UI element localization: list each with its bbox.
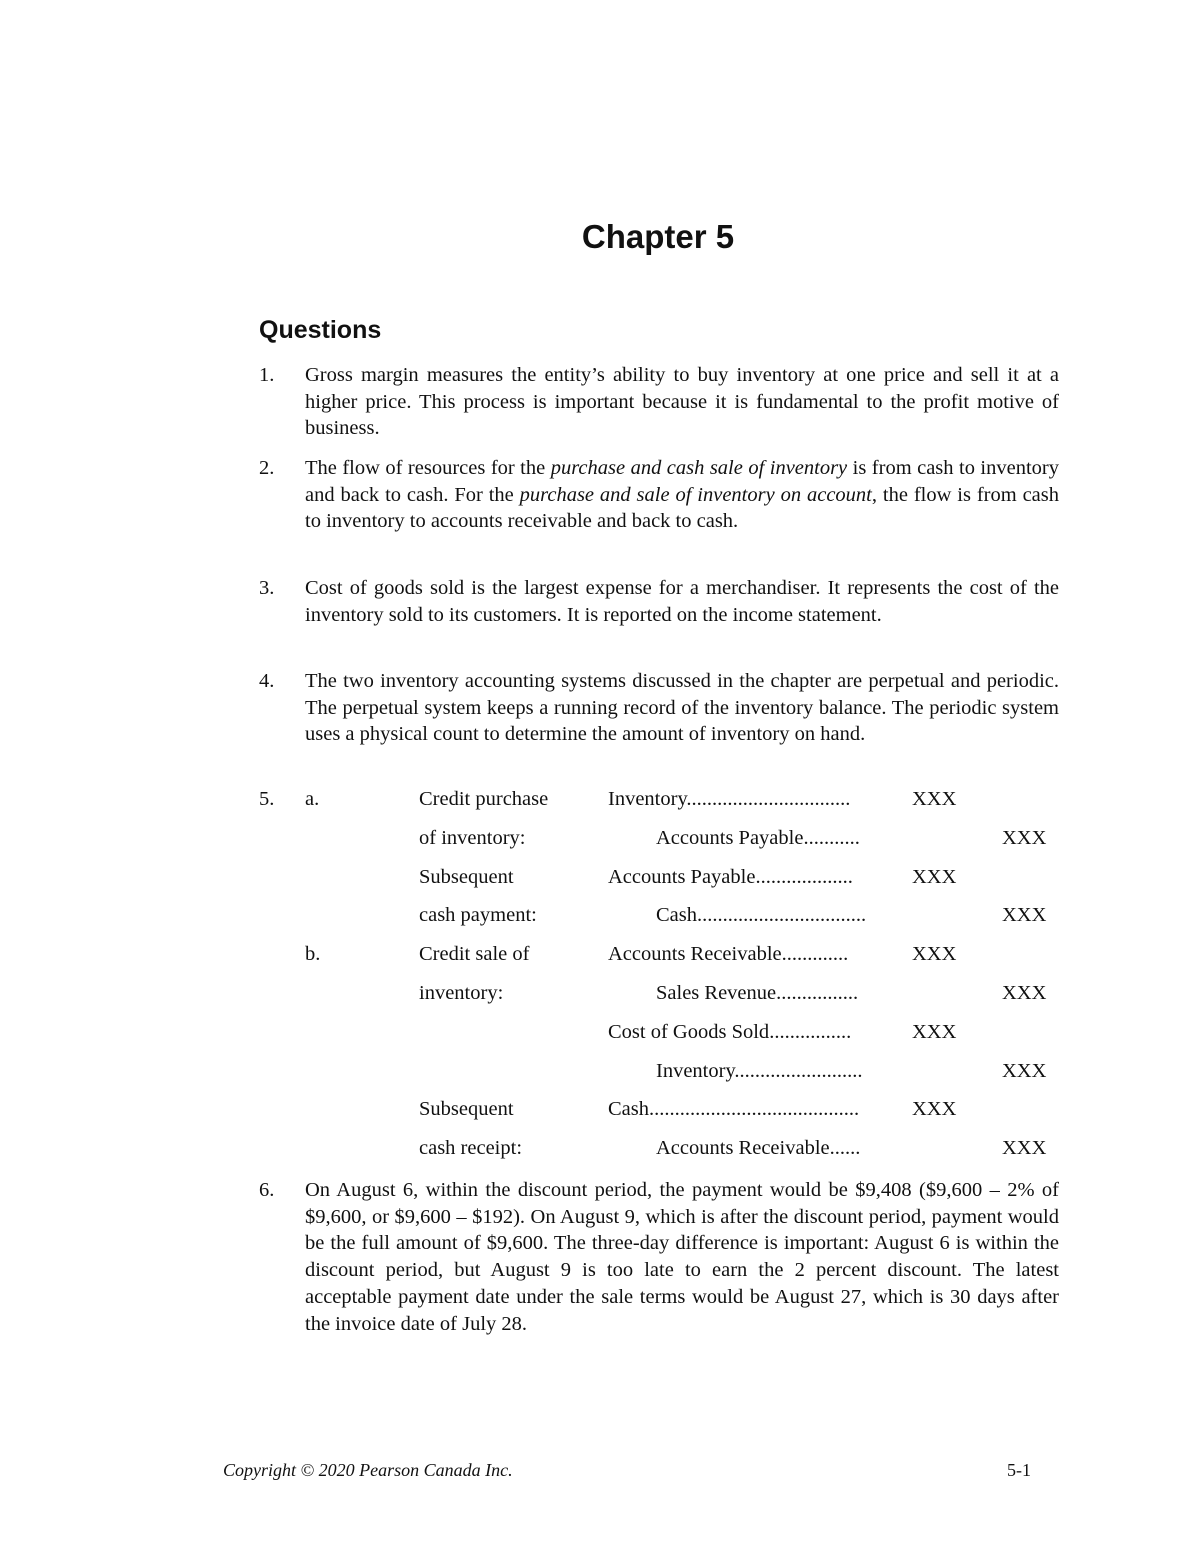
journal-row <box>259 1058 1059 1097</box>
journal-row <box>259 825 1059 864</box>
question-text: Gross margin measures the entity’s ability to buy inventory at one price and sell it at a higher price. This process is important because it is fundamental to the profit motive of business. <box>305 364 1059 440</box>
journal-row <box>259 902 1059 941</box>
question-text: On August 6, within the discount period, the payment would be $9,408 ($9,600 – 2% of $9,600, or $9,600 – $192). On August 9, which is after the discount period, payment would be the full amount of $9,600. The three-day difference is important: August 6 is within the discount period, but August 9 is too late to earn the 2 percent discount. The latest acceptable payment date under the sale terms would be August 27, which is 30 days after the invoice date of July 28. <box>305 1179 1059 1335</box>
transaction-description: Subsequent <box>419 1098 514 1121</box>
journal-entries-table <box>259 786 1059 1174</box>
question-number: 5. <box>259 788 275 810</box>
journal-row <box>259 1019 1059 1058</box>
question-2 <box>259 455 1059 535</box>
part-letter: b. <box>305 943 321 966</box>
question-text: Cost of goods sold is the largest expense for a merchandiser. It represents the cost of the inventory sold to its customers. It is reported on the income statement. <box>305 577 1059 626</box>
section-title: Questions <box>259 316 382 344</box>
transaction-description: cash payment: <box>419 904 537 927</box>
copyright-notice: Copyright © 2020 Pearson Canada Inc. <box>223 1460 513 1480</box>
debit-amount: XXX <box>912 1098 957 1121</box>
question-text: The two inventory accounting systems discussed in the chapter are perpetual and periodic. The perpetual system keeps a running record of the inventory balance. The periodic system uses a physical count to determine the amount of inventory on hand. <box>305 670 1059 746</box>
journal-row <box>259 1135 1059 1174</box>
question-text: The flow of resources for the purchase and cash sale of inventory is from cash to inventory and back to cash. For the purchase and sale of inventory on account, the flow is from cash to inventory to accounts receivable and back to cash. <box>305 457 1059 533</box>
question-number: 2. <box>259 457 275 479</box>
question-number: 3. <box>259 577 275 599</box>
account-name: Cost of Goods Sold................ <box>608 1020 852 1043</box>
transaction-description: Subsequent <box>419 865 514 888</box>
account-name: Accounts Receivable...... <box>656 1137 861 1160</box>
italic-phrase: purchase and cash sale of inventory <box>550 457 848 479</box>
question-1 <box>259 362 1059 442</box>
journal-row <box>259 1096 1059 1135</box>
credit-amount: XXX <box>1002 904 1047 927</box>
question-3 <box>259 575 1059 628</box>
transaction-description: cash receipt: <box>419 1137 523 1160</box>
debit-amount: XXX <box>912 788 957 810</box>
credit-amount: XXX <box>1002 1059 1047 1082</box>
account-name: Accounts Payable................... <box>608 865 853 888</box>
part-letter: a. <box>305 788 320 810</box>
debit-amount: XXX <box>912 943 957 966</box>
account-name: Inventory......................... <box>656 1059 863 1082</box>
credit-amount: XXX <box>1002 981 1047 1004</box>
debit-amount: XXX <box>912 1020 957 1043</box>
account-name: Accounts Receivable............. <box>608 943 849 966</box>
transaction-description: of inventory: <box>419 826 526 849</box>
debit-amount: XXX <box>912 865 957 888</box>
account-name: Inventory................................ <box>608 788 851 810</box>
transaction-description: Credit sale of <box>419 943 530 966</box>
account-name: Sales Revenue................ <box>656 981 859 1004</box>
question-number: 4. <box>259 670 275 692</box>
account-name: Cash................................. <box>656 904 867 927</box>
question-6 <box>259 1177 1059 1337</box>
italic-phrase: purchase and sale of inventory on account <box>519 483 872 506</box>
transaction-description: inventory: <box>419 981 504 1004</box>
page-number: 5-1 <box>1007 1460 1031 1480</box>
journal-row <box>259 980 1059 1019</box>
journal-row <box>259 786 1059 825</box>
account-name: Cash......................................... <box>608 1098 860 1121</box>
question-4 <box>259 668 1059 748</box>
question-number: 6. <box>259 1179 275 1201</box>
journal-row <box>259 941 1059 980</box>
credit-amount: XXX <box>1002 826 1047 849</box>
credit-amount: XXX <box>1002 1137 1047 1160</box>
account-name: Accounts Payable........... <box>656 826 860 849</box>
journal-row <box>259 864 1059 903</box>
chapter-title: Chapter 5 <box>581 218 735 255</box>
transaction-description: Credit purchase <box>419 788 549 810</box>
question-number: 1. <box>259 364 275 386</box>
